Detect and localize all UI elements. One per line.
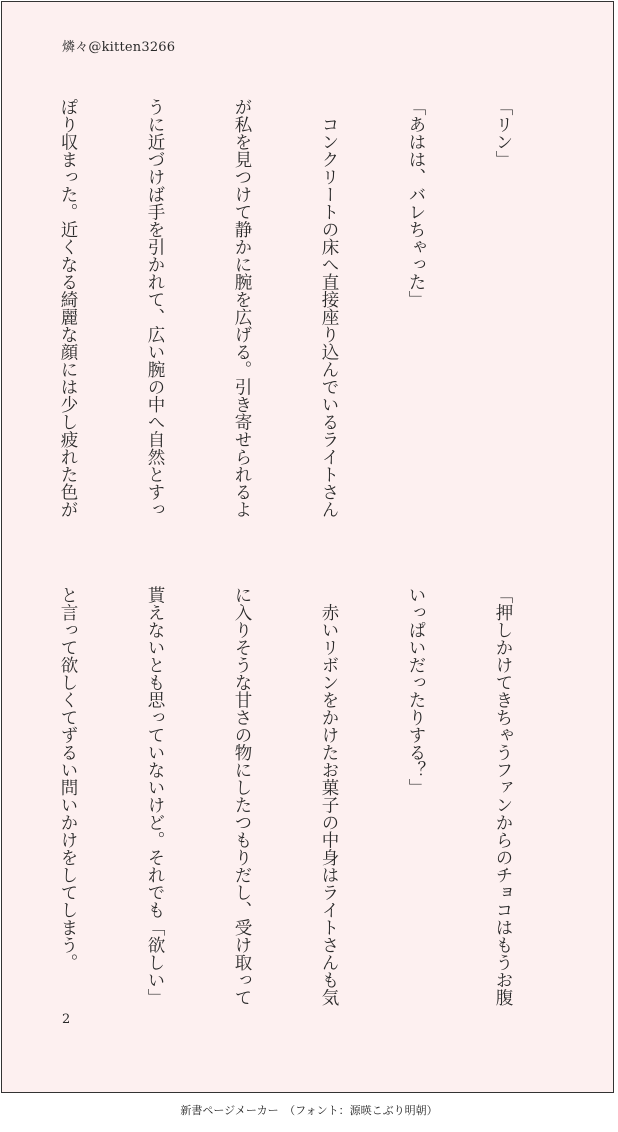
text-column: 赤いリボンをかけたお菓子の中身はライトさんも気 (319, 586, 339, 1006)
text-column: 「押しかけてきちゃうファンからのチョコはもうお腹 (493, 586, 513, 1006)
top-text-block (55, 98, 575, 528)
author-handle: 燐々@kitten3266 (62, 40, 176, 55)
text-column: 「あはは、バレちゃった」 (406, 98, 426, 308)
text-column: と言って欲しくてずるい問いかけをしてしまう。 (58, 586, 78, 971)
text-column: 「リン」 (493, 98, 513, 168)
text-column: が私を見つけて静かに腕を広げる。引き寄せられるよ (232, 98, 252, 518)
text-column: ぽり収まった。近くなる綺麗な顔には少し疲れた色が (58, 98, 78, 518)
novel-page (1, 1, 614, 1093)
text-column: 貰えないとも思っていないけど。それでも「欲しい」 (145, 586, 165, 1006)
bottom-text-block (55, 586, 575, 1016)
text-column: に入りそうな甘さの物にしたつもりだし、受け取って (232, 586, 252, 1006)
generator-credit: 新書ページメーカー （フォント：源暎こぶり明朝） (180, 1104, 438, 1117)
text-column: いっぱいだったりする？」 (406, 586, 426, 796)
page-number: 2 (62, 1012, 71, 1027)
text-column: コンクリートの床へ直接座り込んでいるライトさん (319, 98, 339, 518)
text-column: うに近づけば手を引かれて、広い腕の中へ自然とすっ (145, 98, 165, 518)
